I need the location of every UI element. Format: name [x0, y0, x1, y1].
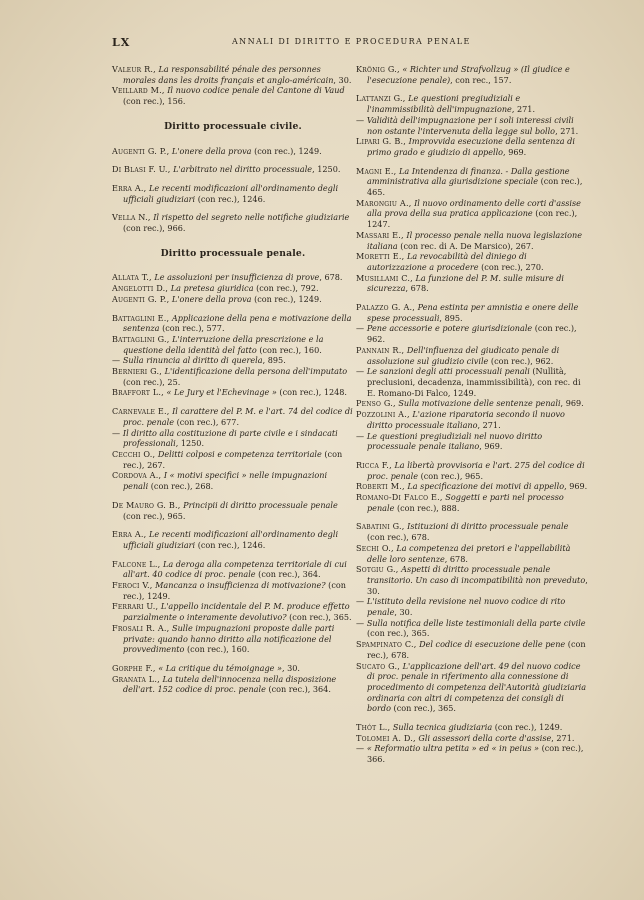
right-column [356, 64, 588, 765]
entry-title: La responsabilité pénale des personnes morales dans les droits français et anglo-américain [123, 64, 334, 85]
entry-author: — [112, 355, 121, 366]
entry-author: Gorphe F., [112, 662, 156, 673]
entry-title: Validità dell'impugnazione per i soli interessi civili non ostante l'intervenuta della legge sul bollo [366, 114, 574, 136]
entry-author: Feroci V., [112, 580, 153, 591]
entry-title: I « motivi specifici » nelle impugnazioni penali [123, 470, 328, 492]
index-entry [356, 166, 588, 198]
entry-title: Applicazione della pena e motivazione della sentenza [123, 312, 352, 334]
entry-title: Il nuovo codice penale del Cantone di Vaud [167, 85, 345, 96]
entry-reference: (con rec.), 962. [488, 355, 554, 366]
entry-title: Le assoluzioni per insufficienza di prove [154, 272, 320, 283]
index-entry [356, 323, 588, 344]
entry-reference: (con rec.), 966. [123, 223, 186, 234]
index-entry [112, 313, 354, 334]
entry-author: Lattanzi G., [356, 93, 406, 104]
entry-author: Roberti M., [356, 481, 405, 492]
index-entry [112, 559, 354, 580]
entry-reference: (con rec.), 962. [367, 323, 577, 345]
entry-title: « Reformatio ultra petita » ed « in peius » [366, 743, 540, 754]
entry-reference: , 30. [281, 662, 300, 673]
entry-author: Di Blasi F. U., [112, 164, 171, 175]
entry-reference: , 30. [367, 574, 588, 596]
entry-title: Delitti colposi e competenza territoriale [157, 448, 322, 459]
entry-reference: , 969. [560, 398, 584, 409]
entry-reference: (con rec.), 268. [148, 481, 214, 492]
index-entry [356, 398, 588, 409]
entry-reference: (con rec.), 965. [123, 510, 186, 521]
entry-reference: (con rec.), 160. [256, 344, 322, 355]
entry-reference: (con rec.), 677. [174, 416, 240, 427]
entry-title: « La critique du témoignage » [158, 662, 282, 673]
entry-author: Ricca F., [356, 459, 392, 470]
entry-author: Romano-Di Falco E., [356, 492, 443, 503]
entry-author: Veillard M., [112, 85, 165, 96]
entry-author: Tolomei A. D., [356, 732, 416, 743]
entry-title: L'azione riparatoria secondo il nuovo diritto processuale italiano [367, 409, 565, 430]
entry-reference: , 1250. [175, 438, 205, 449]
entry-title: Sulle impugnazioni proposte dalle parti private: quando hanno diritto alla notificazione del provvedimento [123, 622, 335, 655]
entry-title: Soggetti e parti nel processo penale [367, 492, 564, 513]
entry-title: Dell'influenza del giudicato penale di assoluzione sul giudizio civile [367, 344, 560, 366]
entry-reference: , 1250. [312, 164, 341, 175]
index-entry [356, 492, 588, 513]
entry-author: Carnevale E., [112, 406, 170, 417]
index-entry [112, 355, 354, 366]
entry-reference: (con rec. di A. De Marsico), 267. [397, 240, 534, 251]
entry-author: Krönig G., [356, 64, 400, 74]
entry-author: Granata L., [112, 673, 160, 684]
entry-reference: (con rec.), 1246. [195, 539, 266, 550]
entry-reference: (con rec.), 267. [123, 448, 343, 470]
entry-author: — [356, 596, 365, 607]
index-entry [112, 283, 354, 294]
entry-title: Le questioni pregiudiziali nel nuovo diritto processuale penale italiano [366, 430, 543, 452]
entry-reference: (con rec.), 678. [367, 532, 430, 543]
entry-title: Il diritto alla costituzione di parte civile e i sindacati professionali [122, 427, 338, 449]
entry-title: L'arbitrato nel diritto processuale [173, 164, 313, 175]
entry-reference: (con rec.), 1249. [251, 145, 322, 156]
entry-author: Pannain R., [356, 344, 405, 355]
index-entry [112, 64, 354, 85]
index-entry [356, 64, 588, 85]
index-entry [112, 164, 354, 175]
entry-author: Sabatini G., [356, 521, 405, 532]
entry-author: — [356, 743, 365, 754]
index-entry [112, 406, 354, 427]
index-entry [356, 722, 588, 733]
entry-author: Sechi O., [356, 542, 394, 553]
entry-author: Cordova A., [112, 470, 162, 481]
entry-reference: (con rec.), 160. [184, 644, 250, 655]
entry-title: Le questioni pregiudiziali e l'inammissibilità dell'impugnazione [367, 93, 521, 115]
entry-title: La pretesa giuridica [170, 283, 254, 294]
index-entry [356, 639, 588, 660]
entry-author: Erra A., [112, 182, 147, 193]
entry-reference: (con rec.), 888. [394, 502, 460, 513]
entry-reference: , 895. [262, 355, 286, 366]
entry-reference: , 678. [444, 553, 468, 564]
entry-author: Augenti G. P., [112, 145, 170, 156]
index-entry [356, 460, 588, 481]
entry-author: Augenti G. P., [112, 293, 170, 304]
entry-reference: (con rec.), 577. [159, 323, 225, 334]
entry-reference: (con rec.), 678. [367, 639, 586, 660]
entry-reference: , 969. [564, 481, 588, 492]
entry-title: La deroga alla competenza territoriale di cui all'art. 40 codice di proc. penale [123, 558, 347, 580]
index-entry [356, 230, 588, 251]
entry-title: Sulla rinuncia al diritto di querela [122, 355, 263, 366]
entry-reference: , 969. [503, 146, 527, 157]
entry-title: Il nuovo ordinamento delle corti d'assise alla prova della sua pratica applicazione [367, 197, 581, 219]
index-entry [356, 251, 588, 272]
entry-title: L'istituto della revisione nel nuovo codice di rito penale [366, 596, 566, 618]
entry-reference: (con rec.), 465. [367, 176, 583, 198]
entry-reference: (con rec.), 364. [255, 569, 321, 580]
entry-title: L'identificazione della persona dell'imputato [164, 366, 348, 377]
entry-author: Moretti E., [356, 251, 405, 262]
index-entry [356, 596, 588, 617]
entry-author: Ferrari U., [112, 601, 159, 612]
entry-author: — [356, 430, 365, 441]
index-entry [356, 136, 588, 157]
entry-title: La revocabilità del diniego di autorizzazione a procedere [367, 251, 527, 272]
entry-author: Bernieri G., [112, 366, 163, 377]
entry-reference: (con rec.), 1248. [276, 387, 348, 398]
entry-reference: , 271. [551, 732, 575, 743]
index-entry [356, 366, 588, 398]
entry-title: L'onere della prova [171, 293, 252, 304]
entry-title: Sulla motivazione delle sentenze penali [398, 398, 561, 409]
entry-reference: (con rec.), 1249. [123, 580, 346, 601]
entry-author: Angelotti D., [112, 283, 169, 294]
entry-title: Principii di diritto processuale penale [183, 499, 338, 510]
entry-author: Lipari G. B., [356, 136, 407, 147]
entry-author: Sotgiu G., [356, 564, 399, 575]
entry-title: Pena estinta per amnistia e onere delle spese processuali [367, 302, 579, 323]
entry-author: Palazzo G. A., [356, 302, 416, 313]
index-entry [356, 198, 588, 230]
index-entry [112, 146, 354, 157]
index-entry [112, 212, 354, 233]
index-entry [112, 623, 354, 655]
entry-title: L'interruzione della prescrizione e la questione della identità del fatto [123, 333, 324, 355]
entry-author: De Mauro G. B., [112, 499, 181, 510]
entry-title: L'appello incidentale del P. M. produce effetto parzialmente o interamente devolutivo? [123, 601, 350, 623]
index-entry [112, 428, 354, 449]
entry-author: — [356, 114, 365, 125]
index-entry [356, 93, 588, 114]
entry-title: La specificazione dei motivi di appello [407, 481, 565, 492]
entry-author: Allata T., [112, 272, 152, 283]
entry-title: Aspetti di diritto processuale penale transitorio. Un caso di incompatibilità non preveduto [367, 564, 586, 585]
entry-title: Il processo penale nella nuova legislazione italiana [367, 229, 582, 251]
left-column [112, 64, 354, 695]
index-entry [356, 564, 588, 596]
index-entry [112, 334, 354, 355]
index-entry [112, 529, 354, 550]
entry-author: Magni E., [356, 165, 397, 176]
entry-author: Massari E., [356, 229, 404, 240]
entry-reference: (con rec.), 1249. [492, 722, 563, 733]
index-entry [112, 85, 354, 106]
entry-reference: (con rec.), 965. [418, 470, 484, 481]
entry-reference: (Nullità, preclusioni, decadenza, inammissibilità), con rec. di E. Romano-Di Falco, 1249. [367, 366, 581, 398]
entry-reference: (con rec.), 1247. [367, 208, 578, 230]
entry-reference: , 271. [555, 125, 579, 136]
entry-title: Il carattere del P. M. e l'art. 74 del codice di proc. penale [123, 406, 353, 427]
entry-author: Thót L., [356, 722, 391, 733]
entry-reference: , con rec., 157. [450, 74, 512, 85]
index-entry [356, 733, 588, 744]
entry-reference: , 271. [477, 419, 501, 430]
entry-title: Del codice di esecuzione delle pene [419, 639, 566, 650]
entry-reference: , 678. [319, 272, 343, 283]
entry-author: Vella N., [112, 212, 151, 223]
entry-author: Battaglini G., [112, 333, 170, 344]
entry-reference: (con rec.), 1249. [251, 293, 322, 304]
entry-title: La Intendenza di finanza. - Dalla gestione amministrativa alla giurisdizione speciale [367, 165, 570, 187]
entry-author: Sucato G., [356, 660, 401, 671]
index-entry [356, 409, 588, 430]
index-entry [112, 294, 354, 305]
entry-title: « Le Jury et l'Echevinage » [166, 387, 277, 398]
entry-title: Improvvida esecuzione della sentenza di primo grado e giudizio di appello [367, 136, 575, 157]
index-entry [356, 273, 588, 294]
entry-reference: (con rec.), 156. [123, 96, 186, 107]
index-entry [112, 272, 354, 283]
entry-reference: (con rec.), 364. [265, 684, 331, 695]
entry-title: L'applicazione dell'art. 49 del nuovo codice di proc. penale in riferimento alla connessione di procedimento di competenza dell'Autorità giudiziaria ordinaria con altri di competenza dei consigli di bordo [367, 660, 587, 714]
index-entry [356, 431, 588, 452]
index-entry [356, 618, 588, 639]
entry-reference: (con rec.), 270. [478, 261, 544, 272]
entry-author: — [356, 366, 365, 377]
entry-title: L'onere della prova [171, 145, 252, 156]
entry-title: Gli assessori della corte d'assise [418, 732, 552, 743]
entry-reference: , 271. [511, 104, 536, 115]
entry-reference: (con rec.), 365. [286, 612, 352, 623]
section-heading: Diritto processuale penale. [160, 247, 306, 259]
index-entry [356, 302, 588, 323]
index-entry [112, 366, 354, 387]
entry-reference: , 30. [333, 74, 352, 85]
entry-author: Cecchi O., [112, 448, 156, 459]
index-entry [112, 663, 354, 674]
running-title: ANNALI DI DIRITTO E PROCEDURA PENALE [232, 37, 471, 46]
page-number: LX [112, 36, 131, 49]
entry-author: — [356, 323, 365, 334]
entry-title: Sulla notifica delle liste testimoniali della parte civile [366, 617, 586, 628]
entry-author: Battaglini E., [112, 312, 170, 323]
entry-title: La competenza dei pretori e l'appellabilità delle loro sentenze [367, 542, 571, 564]
entry-author: Penso G., [356, 398, 396, 409]
entry-reference: , 30. [394, 607, 413, 618]
entry-author: Spampinato C., [356, 639, 417, 650]
entry-author: Valeur R., [112, 64, 156, 74]
entry-title: Sulla tecnica giudiziaria [392, 722, 493, 733]
index-entry [112, 601, 354, 622]
entry-title: « Richter und Strafvollzug » (Il giudice e l'esecuzione penale) [367, 64, 570, 85]
index-entry [356, 521, 588, 542]
section-heading: Diritto processuale civile. [164, 120, 302, 132]
entry-author: — [112, 427, 121, 438]
entry-author: Musillami C., [356, 272, 413, 283]
entry-reference: (con rec.), 365. [367, 628, 430, 639]
entry-title: Le recenti modificazioni all'ordinamento degli ufficiali giudiziari [123, 529, 339, 550]
index-entry [112, 500, 354, 521]
entry-reference: , 895. [439, 312, 463, 323]
index-entry [356, 345, 588, 366]
entry-title: La funzione del P. M. sulle misure di sicurezza [367, 272, 565, 294]
entry-title: Istituzioni di diritto processuale penale [407, 521, 569, 532]
entry-title: Le recenti modificazioni all'ordinamento degli ufficiali giudiziari [123, 182, 339, 204]
index-entry [356, 481, 588, 492]
index-entry [112, 387, 354, 398]
entry-author: — [356, 617, 365, 628]
entry-author: Pozzolini A., [356, 409, 410, 420]
index-entry [356, 743, 588, 764]
index-entry [112, 183, 354, 204]
entry-reference: , 969. [479, 441, 503, 452]
index-entry [112, 470, 354, 491]
index-entry [356, 661, 588, 715]
index-entry [356, 543, 588, 564]
index-entry [112, 580, 354, 601]
entry-title: Le sanzioni degli atti processuali penali [366, 366, 530, 377]
index-entry [112, 449, 354, 470]
entry-reference: (con rec.), 25. [123, 376, 181, 387]
entry-title: Pene accessorie e potere giurisdizionale [366, 323, 533, 334]
entry-reference: (con rec.), 1246. [195, 193, 266, 204]
entry-reference: , 678. [405, 283, 429, 294]
entry-reference: (con rec.), 366. [367, 743, 584, 765]
entry-author: Erra A., [112, 529, 147, 540]
entry-title: Il rispetto del segreto nelle notifiche giudiziarie [153, 212, 350, 223]
entry-author: Braffort L., [112, 387, 164, 398]
entry-author: Falcone L., [112, 558, 161, 569]
index-entry [112, 674, 354, 695]
entry-title: La libertà provvisoria e l'art. 275 del codice di proc. penale [367, 459, 585, 481]
index-entry [356, 115, 588, 136]
entry-author: Frosali R. A., [112, 622, 170, 633]
entry-title: Mancanza o insufficienza di motivazione? [155, 580, 326, 591]
entry-author: Marongiu A., [356, 197, 412, 208]
entry-title: La tutela dell'innocenza nella disposizione dell'art. 152 codice di proc. penale [123, 673, 337, 695]
entry-reference: (con rec.), 792. [253, 283, 319, 294]
entry-reference: (con rec.), 365. [390, 703, 456, 714]
